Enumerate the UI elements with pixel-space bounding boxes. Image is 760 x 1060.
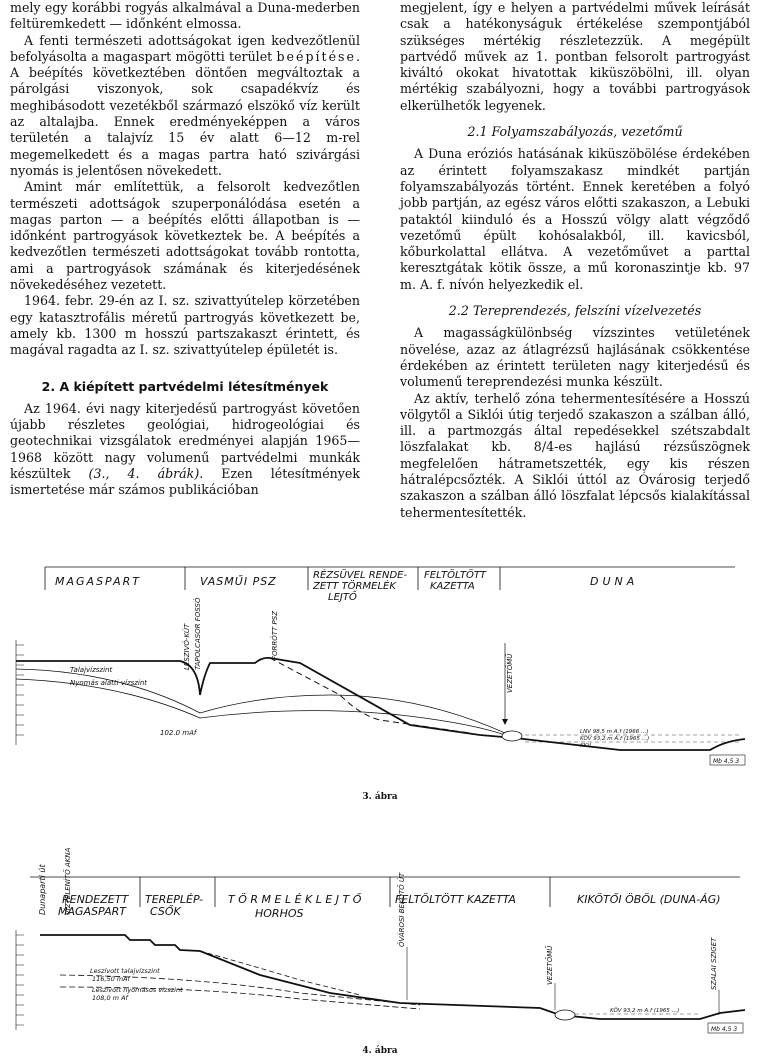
pointer-arrowhead xyxy=(502,719,508,725)
paragraph: mely egy korábbi rogyás alkalmával a Duna-mederben feltüremkedett — időnként elmossa. xyxy=(10,0,360,32)
water-level-label: KÖV 93,2 m A.f (1965 …) xyxy=(580,736,650,742)
paragraph: A magasságkülönbség vízszintes vetületének növelése, azaz az átlagrézsű hajlásának csökkentése érdekében az érintett területen nagy kiterjedésű és volumenű tereprendezési munka készült. xyxy=(400,325,750,390)
zone-label-duna: DUNA xyxy=(590,575,639,588)
vertical-label: Dunaparti út xyxy=(38,864,47,915)
zone-label-rezsu: ZETT TÖRMELÉK xyxy=(313,581,396,592)
vezetomu-body xyxy=(555,1010,575,1020)
line-label-talajviz: Talajvízszint xyxy=(70,666,113,674)
paragraph: 1964. febr. 29-én az I. sz. szivattyútelep körzetében egy katasztrofális méretű partrogyás következett be, amely kb. 1300 m hosszú partszakaszt érintett, és magával ragadta az I. sz. szivattyútelep épületét is. xyxy=(10,293,360,358)
line-label: Leszívott talajvízszint xyxy=(90,967,160,975)
subsection-heading: 2.2 Tereprendezés, felszíni vízelvezetés xyxy=(448,303,702,319)
spaced-emphasis: beépítése xyxy=(276,48,356,64)
paragraph: megjelent, így e helyen a partvédelmi művek leírását csak a hatékonyságuk értékelése szempontjából szükséges mértékig részletezzük. A megépült partvédő művek az 1. pontban felsorolt partrogyást kiváltó okokat hivatottak kiküszöbölni, ill. olyan mértékig szabályozni, hogy a további partrogyások elkerülhetők legyenek. xyxy=(400,0,750,113)
vertical-label: TAPOLCASOR FOSSÓ xyxy=(194,597,202,670)
original-slope-line xyxy=(200,951,360,995)
paragraph: Az 1964. évi nagy kiterjedésű partrogyást követően újabb részletes geológiai, hidrogeológiai és geotechnikai vizsgálatok eredményei alapján 1965—1968 között nagy volumenű partvédelmi munkák készültek (3., 4. ábrák). Ezen létesítmények ismertetése már számos publikációban xyxy=(10,400,360,498)
line-label: Leszívott nyomásos vízszint xyxy=(92,986,183,994)
zone-label-magaspart: MAGASPART xyxy=(55,575,142,588)
zone-label-feltoltott-kazetta: FELTÖLTÖTT KAZETTA xyxy=(395,893,516,906)
zone-label-rezsu: LEJTŐ xyxy=(328,592,357,603)
zone-label-feltoltott: FELTÖLTÖTT xyxy=(424,570,487,581)
figure-3-cross-section xyxy=(0,545,760,785)
vertical-label: LÉSZIVÓ-KÚT xyxy=(183,623,191,670)
zone-label-rendezett: RENDEZETT xyxy=(62,893,129,906)
elevation-ticks xyxy=(16,645,24,735)
paragraph: A fenti természeti adottságokat igen kedvezőtlenül befolyásolta a magaspart mögötti terület beépítése. A beépítés következtében döntően megváltoztak a párolgási viszonyok, sok csapadékvíz és meghibásodott vezetékből származó elszökő víz került az altalajba. Ennek eredményeképpen a város területén a talajvíz 15 év alatt 6—12 m-rel megemelkedett és a magas partra ható szivárgási nyomás is jelentősen növekedett. xyxy=(10,32,360,178)
vertical-label: VÍZTELENÍTŐ AKNA xyxy=(64,847,72,915)
paragraph: A Duna eróziós hatásának kiküszöbölése érdekében az érintett folyamszakasz mindkét partján folyamszabályozás történt. Ennek keretében a folyó jobb partján, az egész város előtti szakaszon, a Lebuki pataktól kiinduló és a Hosszú völgy alatt végződő vezetőmű épült kohósalakból, ill. kavicsból, kőburkolattal ellátva. A vezetőművet a parttal keresztgátak kötik össze, a mű koronaszintje kb. 97 m. A. f. nívón helyezkedik el. xyxy=(400,146,750,292)
figure-4-cross-section xyxy=(0,815,760,1040)
vezetomu-body xyxy=(502,731,522,741)
zone-label-tereplepcsok: TEREPLÉP- xyxy=(145,893,203,906)
vertical-label: VEZETŐMŰ xyxy=(546,945,554,985)
line-label-elevation: 102.0 mAf xyxy=(160,729,197,737)
vertical-label: FORRÓTT PSZ xyxy=(271,610,279,660)
pressure-water-level-line xyxy=(16,679,505,735)
paragraph: Amint már említettük, a felsorolt kedvezőtlen természeti adottságok szuperponálódása esetén a magas parton — a beépítés előtti állapotban is — időnként partrogyások következtek be. A beépítés a kedvezőtlen természeti adottságokat tovább rontotta, ami a partrogyások számának és kiterjedésének növekedéséhez vezetett. xyxy=(10,179,360,293)
water-level-label: KKV … xyxy=(580,743,599,749)
subsection-heading: 2.1 Folyamszabályozás, vezetőmű xyxy=(467,124,683,140)
line-label: 108,0 m Af xyxy=(92,994,128,1002)
zone-label-kazetta: KAZETTA xyxy=(430,581,475,592)
water-level-label: KÖV 93,2 m A.f (1965 …) xyxy=(610,1008,680,1014)
paragraph: Az aktív, terhelő zóna tehermentesítésére a Hosszú völgytől a Siklói útig terjedő szakaszon a szálban álló, ill. a partmozgás által repedésekkel szétszabdalt löszfalakat kb. 8/4-es hajlású rézsűszögnek megfelelően hátrametszették, egy kis részen hátralépcsőzték. A Siklói úttól az Óvárosig terjedő szakaszon a szálban álló löszfalat lépcsős kialakítással tehermentesítették. xyxy=(400,390,750,520)
line-label: 116,50 mAf xyxy=(92,975,130,983)
zone-label-tormeleklejto: T Ö R M E L É K L E J T Ő xyxy=(228,893,362,906)
figure-reference: (3., 4. ábrák) xyxy=(88,466,200,482)
vertical-label: VEZETŐMŰ xyxy=(506,653,514,693)
vertical-label: ÓVÁROSI BEKÖTŐ ÚT xyxy=(398,872,406,947)
zone-label-vasmui-psz: VASMŰI PSZ xyxy=(200,575,277,588)
elevation-marker: Mb 4,5 3 xyxy=(713,758,740,765)
zone-label-magaspart: MAGASPART xyxy=(58,905,127,918)
elevation-marker: Mb 4,5 3 xyxy=(711,1026,738,1033)
water-level-label: LNV 98,5 m A.f (1966 …) xyxy=(580,729,649,735)
right-text-column xyxy=(400,0,750,521)
zone-label-tereplepcsok: CSŐK xyxy=(150,905,181,918)
line-label-nyomas: Nyomás alatti vízszint xyxy=(70,679,148,687)
left-text-column xyxy=(10,0,360,499)
zone-label-horhos: HORHOS xyxy=(255,907,304,920)
elevation-ticks xyxy=(16,935,24,1025)
vertical-label: SZALAI SZIGET xyxy=(710,937,718,990)
zone-label-kikotoi-obol: KIKÖTŐI ÖBÖL (DUNA-ÁG) xyxy=(577,893,721,906)
section-heading: 2. A kiépített partvédelmi létesítmények xyxy=(41,378,329,394)
zone-label-rezsu: RÉZSÜVEL RENDE- xyxy=(313,570,408,581)
figure-4-caption: 4. ábra xyxy=(362,1046,398,1056)
figure-3-caption: 3. ábra xyxy=(362,792,398,802)
